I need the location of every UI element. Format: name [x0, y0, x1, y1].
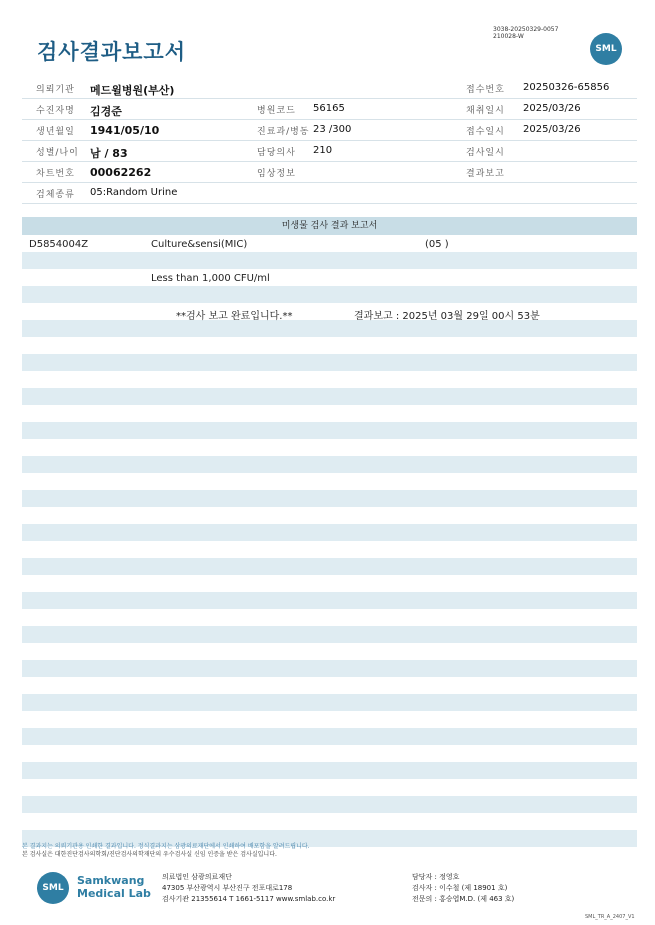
result-row: [22, 303, 637, 320]
report-code-line-1: 3038-20250329-0057: [493, 26, 559, 33]
info-row: [22, 78, 637, 99]
sml-footer-logo: SML: [37, 872, 69, 904]
report-title: 검사결과보고서: [37, 40, 187, 64]
result-row: [22, 541, 637, 558]
section-title: 미생물 검사 결과 보고서: [22, 217, 637, 235]
result-row: [22, 422, 637, 439]
info-label: 성별/나이: [36, 148, 79, 158]
result-row: [22, 592, 637, 609]
info-value: 23 /300: [313, 124, 352, 135]
result-stripes: [22, 235, 637, 847]
info-row: [22, 141, 637, 162]
result-code: D5854004Z: [29, 239, 89, 250]
info-value: 05:Random Urine: [90, 187, 178, 198]
info-value: 00062262: [90, 166, 152, 179]
result-row: [22, 660, 637, 677]
sign-doctor: 전문의 : 홍승엽M.D. (제 463 호): [412, 895, 515, 903]
result-row: [22, 439, 637, 456]
info-label: 생년월일: [36, 127, 75, 137]
result-row: [22, 796, 637, 813]
result-row: [22, 609, 637, 626]
lab-contact: 검사기관 21355614 T 1661-5117 www.smlab.co.kr: [162, 895, 336, 903]
info-value: 2025/03/26: [523, 103, 581, 114]
info-value: 메드윌병원(부산): [90, 84, 175, 97]
result-row: [22, 473, 637, 490]
result-row: [22, 286, 637, 303]
info-value: 김경준: [90, 105, 122, 118]
result-row: [22, 677, 637, 694]
result-row: [22, 388, 637, 405]
lab-address: 47305 부산광역시 부산진구 전포대로178: [162, 884, 293, 892]
result-row: [22, 728, 637, 745]
lab-name-line-2: Medical Lab: [77, 887, 151, 900]
result-row: [22, 643, 637, 660]
lab-info: [162, 872, 335, 905]
specimen-code: (05 ): [425, 239, 449, 250]
result-row: [22, 490, 637, 507]
result-row: [22, 269, 637, 286]
lab-name: [77, 874, 151, 900]
info-row: [22, 99, 637, 120]
info-label: 의뢰기관: [36, 85, 75, 95]
info-label: 접수일시: [466, 127, 505, 137]
culture-finding: Less than 1,000 CFU/ml: [151, 273, 270, 284]
signatures: [412, 872, 514, 905]
info-label: 수진자명: [36, 106, 75, 116]
result-row: [22, 575, 637, 592]
info-row: [22, 120, 637, 141]
info-label: 임상정보: [257, 169, 296, 179]
info-label: 채취일시: [466, 106, 505, 116]
result-row: [22, 405, 637, 422]
info-value: 남 / 83: [90, 147, 128, 160]
result-row: [22, 354, 637, 371]
result-row: [22, 779, 637, 796]
result-row: [22, 320, 637, 337]
info-label: 병원코드: [257, 106, 296, 116]
report-complete-message: **검사 보고 완료입니다.**: [176, 311, 293, 322]
patient-info-table: [22, 78, 637, 204]
result-row: [22, 507, 637, 524]
info-value: 56165: [313, 103, 345, 114]
sign-staff: 담당자 : 정영호: [412, 873, 460, 881]
lab-org: 의료법인 삼광의료재단: [162, 873, 232, 881]
info-value: 2025/03/26: [523, 124, 581, 135]
info-label: 검체종류: [36, 190, 75, 200]
result-row: [22, 456, 637, 473]
info-label: 접수번호: [466, 85, 505, 95]
info-label: 차트번호: [36, 169, 75, 179]
result-row: [22, 558, 637, 575]
result-row: [22, 694, 637, 711]
info-label: 담당의사: [257, 148, 296, 158]
result-row: [22, 371, 637, 388]
result-row: [22, 626, 637, 643]
report-code-line-2: 210028-W: [493, 33, 524, 40]
result-row: [22, 711, 637, 728]
result-row: [22, 235, 637, 252]
info-value: 20250326-65856: [523, 82, 610, 93]
footer-notice-1: 본 결과지는 의뢰기관용 인쇄한 결과입니다. 정식결과지는 삼광의료재단에서 인쇄하여 배포함을 알려드립니다.: [22, 843, 310, 850]
result-row: [22, 745, 637, 762]
result-row: [22, 337, 637, 354]
info-row: [22, 162, 637, 183]
info-row: [22, 183, 637, 204]
result-row: [22, 813, 637, 830]
info-label: 검사일시: [466, 148, 505, 158]
info-value: 210: [313, 145, 333, 156]
info-value: 1941/05/10: [90, 124, 160, 137]
lab-name-line-1: Samkwang: [77, 874, 145, 887]
form-code: SML_TR_A_2407_V1: [585, 914, 635, 920]
info-label: 진료과/병동: [257, 127, 310, 137]
result-row: [22, 252, 637, 269]
sml-logo: SML: [590, 33, 622, 65]
result-row: [22, 762, 637, 779]
footer-notice-2: 본 검사실은 대한진단검사의학회/진단검사의학재단의 우수검사실 신임 인증을 받은 검사실입니다.: [22, 851, 277, 858]
test-name: Culture&sensi(MIC): [151, 239, 248, 250]
report-time: 결과보고 : 2025년 03월 29일 00시 53분: [354, 311, 540, 322]
report-code: [493, 26, 558, 40]
info-label: 결과보고: [466, 169, 505, 179]
result-row: [22, 524, 637, 541]
sign-tester: 검사자 : 이수철 (제 18901 호): [412, 884, 508, 892]
